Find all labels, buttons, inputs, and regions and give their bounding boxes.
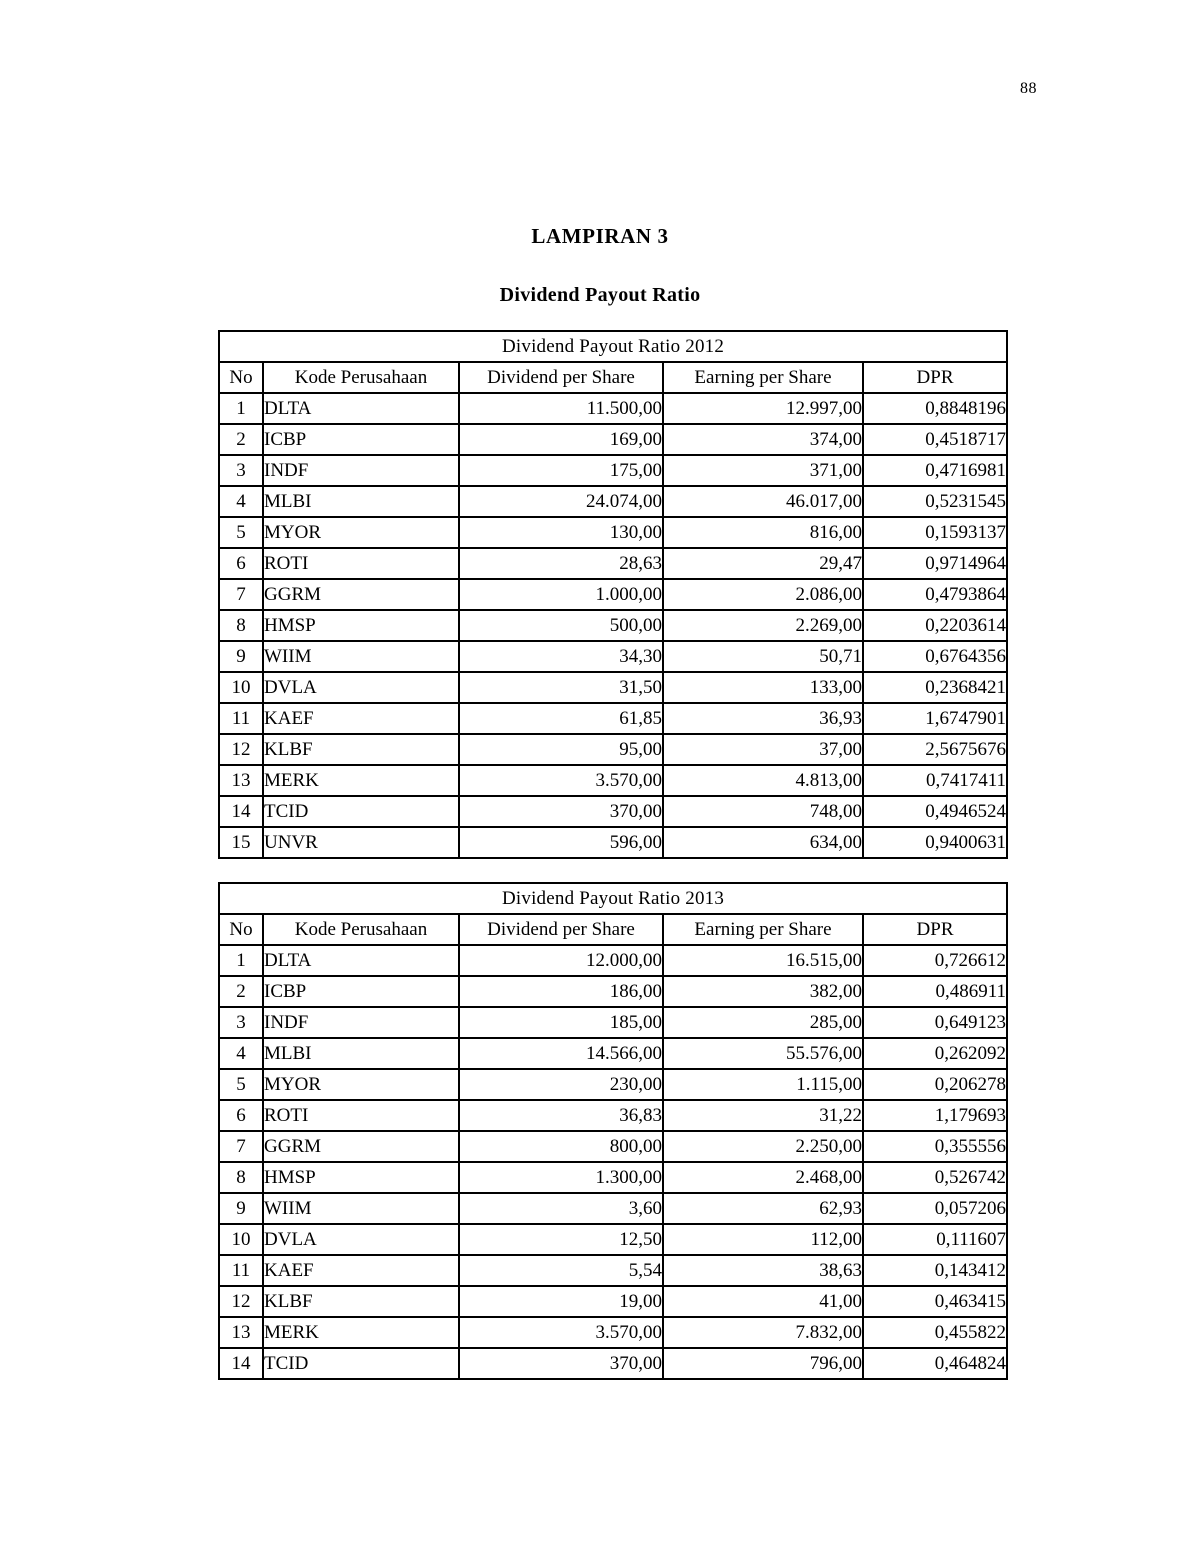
cell-dps: 19,00	[459, 1286, 663, 1317]
cell-eps: 12.997,00	[663, 393, 863, 424]
table-row	[219, 486, 1007, 517]
cell-no: 13	[219, 1317, 263, 1348]
table-header-row	[219, 914, 1007, 945]
cell-eps: 133,00	[663, 672, 863, 703]
cell-eps: 2.269,00	[663, 610, 863, 641]
cell-eps: 2.468,00	[663, 1162, 863, 1193]
cell-eps: 112,00	[663, 1224, 863, 1255]
cell-kode: MLBI	[263, 486, 459, 517]
cell-kode: MERK	[263, 1317, 459, 1348]
cell-no: 9	[219, 1193, 263, 1224]
cell-eps: 374,00	[663, 424, 863, 455]
cell-dps: 12,50	[459, 1224, 663, 1255]
cell-kode: HMSP	[263, 610, 459, 641]
cell-dpr: 0,526742	[863, 1162, 1007, 1193]
cell-dpr: 0,2203614	[863, 610, 1007, 641]
cell-dps: 24.074,00	[459, 486, 663, 517]
table-row	[219, 455, 1007, 486]
cell-dps: 1.000,00	[459, 579, 663, 610]
cell-kode: MYOR	[263, 1069, 459, 1100]
table-row	[219, 945, 1007, 976]
table-row	[219, 1317, 1007, 1348]
table-row	[219, 1255, 1007, 1286]
cell-dpr: 2,5675676	[863, 734, 1007, 765]
table-row	[219, 424, 1007, 455]
cell-dps: 61,85	[459, 703, 663, 734]
cell-dps: 14.566,00	[459, 1038, 663, 1069]
table-row	[219, 796, 1007, 827]
cell-no: 13	[219, 765, 263, 796]
cell-dpr: 0,9714964	[863, 548, 1007, 579]
cell-eps: 41,00	[663, 1286, 863, 1317]
cell-kode: DVLA	[263, 1224, 459, 1255]
column-header-kode: Kode Perusahaan	[263, 362, 459, 393]
table-caption-row	[219, 883, 1007, 914]
cell-kode: ROTI	[263, 1100, 459, 1131]
cell-dps: 3.570,00	[459, 765, 663, 796]
cell-kode: TCID	[263, 796, 459, 827]
cell-dpr: 0,4946524	[863, 796, 1007, 827]
cell-eps: 50,71	[663, 641, 863, 672]
cell-dps: 36,83	[459, 1100, 663, 1131]
table-row	[219, 1193, 1007, 1224]
column-header-no: No	[219, 914, 263, 945]
cell-kode: MLBI	[263, 1038, 459, 1069]
cell-dps: 186,00	[459, 976, 663, 1007]
cell-eps: 62,93	[663, 1193, 863, 1224]
cell-dps: 5,54	[459, 1255, 663, 1286]
cell-kode: ICBP	[263, 976, 459, 1007]
table-caption: Dividend Payout Ratio 2013	[219, 883, 1007, 914]
cell-dps: 370,00	[459, 1348, 663, 1379]
cell-kode: DVLA	[263, 672, 459, 703]
cell-eps: 38,63	[663, 1255, 863, 1286]
cell-eps: 4.813,00	[663, 765, 863, 796]
table-row	[219, 703, 1007, 734]
cell-dps: 3,60	[459, 1193, 663, 1224]
column-header-dps: Dividend per Share	[459, 914, 663, 945]
cell-no: 10	[219, 672, 263, 703]
cell-eps: 37,00	[663, 734, 863, 765]
cell-eps: 46.017,00	[663, 486, 863, 517]
cell-dps: 230,00	[459, 1069, 663, 1100]
table-header-row	[219, 362, 1007, 393]
cell-no: 3	[219, 455, 263, 486]
cell-dpr: 0,355556	[863, 1131, 1007, 1162]
cell-kode: DLTA	[263, 945, 459, 976]
heading-block	[0, 224, 1200, 307]
cell-dpr: 0,2368421	[863, 672, 1007, 703]
column-header-dpr: DPR	[863, 914, 1007, 945]
cell-dpr: 0,7417411	[863, 765, 1007, 796]
cell-kode: WIIM	[263, 641, 459, 672]
cell-kode: ROTI	[263, 548, 459, 579]
cell-no: 4	[219, 1038, 263, 1069]
cell-dpr: 1,6747901	[863, 703, 1007, 734]
table-row	[219, 1069, 1007, 1100]
cell-dpr: 0,8848196	[863, 393, 1007, 424]
table-row	[219, 1348, 1007, 1379]
cell-no: 9	[219, 641, 263, 672]
table-row	[219, 827, 1007, 858]
cell-dps: 130,00	[459, 517, 663, 548]
cell-kode: HMSP	[263, 1162, 459, 1193]
table-row	[219, 1162, 1007, 1193]
cell-eps: 816,00	[663, 517, 863, 548]
cell-no: 11	[219, 1255, 263, 1286]
column-header-dpr: DPR	[863, 362, 1007, 393]
table-body-2013	[219, 883, 1007, 1379]
cell-kode: UNVR	[263, 827, 459, 858]
cell-kode: KAEF	[263, 1255, 459, 1286]
cell-eps: 7.832,00	[663, 1317, 863, 1348]
cell-no: 8	[219, 610, 263, 641]
cell-eps: 634,00	[663, 827, 863, 858]
page-title: LAMPIRAN 3	[531, 224, 669, 248]
cell-kode: KLBF	[263, 1286, 459, 1317]
table-row	[219, 641, 1007, 672]
table-row	[219, 1038, 1007, 1069]
table-row	[219, 1224, 1007, 1255]
cell-eps: 285,00	[663, 1007, 863, 1038]
cell-no: 6	[219, 548, 263, 579]
cell-no: 5	[219, 517, 263, 548]
cell-eps: 16.515,00	[663, 945, 863, 976]
table-row	[219, 393, 1007, 424]
cell-eps: 2.086,00	[663, 579, 863, 610]
cell-dpr: 0,649123	[863, 1007, 1007, 1038]
cell-dps: 31,50	[459, 672, 663, 703]
column-header-no: No	[219, 362, 263, 393]
table-row	[219, 548, 1007, 579]
cell-dpr: 0,206278	[863, 1069, 1007, 1100]
cell-dpr: 0,4793864	[863, 579, 1007, 610]
cell-kode: KAEF	[263, 703, 459, 734]
cell-no: 12	[219, 734, 263, 765]
column-header-dps: Dividend per Share	[459, 362, 663, 393]
table-row	[219, 765, 1007, 796]
cell-eps: 31,22	[663, 1100, 863, 1131]
cell-dpr: 1,179693	[863, 1100, 1007, 1131]
cell-dpr: 0,486911	[863, 976, 1007, 1007]
cell-dpr: 0,262092	[863, 1038, 1007, 1069]
cell-dpr: 0,5231545	[863, 486, 1007, 517]
cell-kode: GGRM	[263, 1131, 459, 1162]
cell-no: 14	[219, 796, 263, 827]
cell-dpr: 0,4518717	[863, 424, 1007, 455]
cell-dpr: 0,6764356	[863, 641, 1007, 672]
cell-eps: 1.115,00	[663, 1069, 863, 1100]
cell-dps: 1.300,00	[459, 1162, 663, 1193]
cell-dpr: 0,463415	[863, 1286, 1007, 1317]
cell-kode: ICBP	[263, 424, 459, 455]
cell-eps: 29,47	[663, 548, 863, 579]
cell-dps: 596,00	[459, 827, 663, 858]
cell-kode: WIIM	[263, 1193, 459, 1224]
table-caption-row	[219, 331, 1007, 362]
cell-kode: TCID	[263, 1348, 459, 1379]
cell-kode: DLTA	[263, 393, 459, 424]
cell-kode: KLBF	[263, 734, 459, 765]
cell-eps: 2.250,00	[663, 1131, 863, 1162]
cell-dps: 370,00	[459, 796, 663, 827]
cell-no: 10	[219, 1224, 263, 1255]
cell-no: 2	[219, 424, 263, 455]
table-row	[219, 517, 1007, 548]
cell-dps: 34,30	[459, 641, 663, 672]
cell-no: 4	[219, 486, 263, 517]
cell-dps: 95,00	[459, 734, 663, 765]
table-caption: Dividend Payout Ratio 2012	[219, 331, 1007, 362]
table-row	[219, 1100, 1007, 1131]
table-container-2012	[218, 330, 1006, 859]
cell-dpr: 0,9400631	[863, 827, 1007, 858]
cell-kode: MERK	[263, 765, 459, 796]
cell-kode: MYOR	[263, 517, 459, 548]
cell-dps: 3.570,00	[459, 1317, 663, 1348]
cell-dps: 11.500,00	[459, 393, 663, 424]
cell-dps: 800,00	[459, 1131, 663, 1162]
dpr-table-2013	[218, 882, 1008, 1380]
table-row	[219, 610, 1007, 641]
cell-no: 5	[219, 1069, 263, 1100]
cell-dps: 12.000,00	[459, 945, 663, 976]
cell-dpr: 0,143412	[863, 1255, 1007, 1286]
cell-dps: 28,63	[459, 548, 663, 579]
cell-dps: 500,00	[459, 610, 663, 641]
table-row	[219, 1131, 1007, 1162]
cell-kode: GGRM	[263, 579, 459, 610]
column-header-eps: Earning per Share	[663, 914, 863, 945]
cell-no: 3	[219, 1007, 263, 1038]
cell-no: 7	[219, 1131, 263, 1162]
page-subtitle: Dividend Payout Ratio	[499, 284, 701, 307]
cell-dpr: 0,111607	[863, 1224, 1007, 1255]
column-header-kode: Kode Perusahaan	[263, 914, 459, 945]
table-body-2012	[219, 331, 1007, 858]
table-row	[219, 579, 1007, 610]
cell-dpr: 0,4716981	[863, 455, 1007, 486]
cell-kode: INDF	[263, 455, 459, 486]
cell-eps: 748,00	[663, 796, 863, 827]
cell-dpr: 0,455822	[863, 1317, 1007, 1348]
cell-eps: 796,00	[663, 1348, 863, 1379]
table-row	[219, 1007, 1007, 1038]
dpr-table-2012	[218, 330, 1008, 859]
cell-dpr: 0,464824	[863, 1348, 1007, 1379]
cell-no: 7	[219, 579, 263, 610]
table-row	[219, 976, 1007, 1007]
cell-kode: INDF	[263, 1007, 459, 1038]
column-header-eps: Earning per Share	[663, 362, 863, 393]
cell-no: 6	[219, 1100, 263, 1131]
cell-no: 14	[219, 1348, 263, 1379]
cell-no: 1	[219, 945, 263, 976]
table-row	[219, 672, 1007, 703]
cell-no: 11	[219, 703, 263, 734]
cell-eps: 55.576,00	[663, 1038, 863, 1069]
cell-eps: 371,00	[663, 455, 863, 486]
cell-dpr: 0,726612	[863, 945, 1007, 976]
cell-dps: 169,00	[459, 424, 663, 455]
cell-no: 12	[219, 1286, 263, 1317]
cell-eps: 382,00	[663, 976, 863, 1007]
cell-no: 15	[219, 827, 263, 858]
cell-dpr: 0,057206	[863, 1193, 1007, 1224]
cell-no: 8	[219, 1162, 263, 1193]
table-container-2013	[218, 882, 1006, 1380]
cell-dps: 175,00	[459, 455, 663, 486]
cell-no: 1	[219, 393, 263, 424]
table-row	[219, 1286, 1007, 1317]
page-number: 88	[1020, 80, 1037, 97]
cell-eps: 36,93	[663, 703, 863, 734]
table-row	[219, 734, 1007, 765]
cell-dps: 185,00	[459, 1007, 663, 1038]
cell-no: 2	[219, 976, 263, 1007]
cell-dpr: 0,1593137	[863, 517, 1007, 548]
